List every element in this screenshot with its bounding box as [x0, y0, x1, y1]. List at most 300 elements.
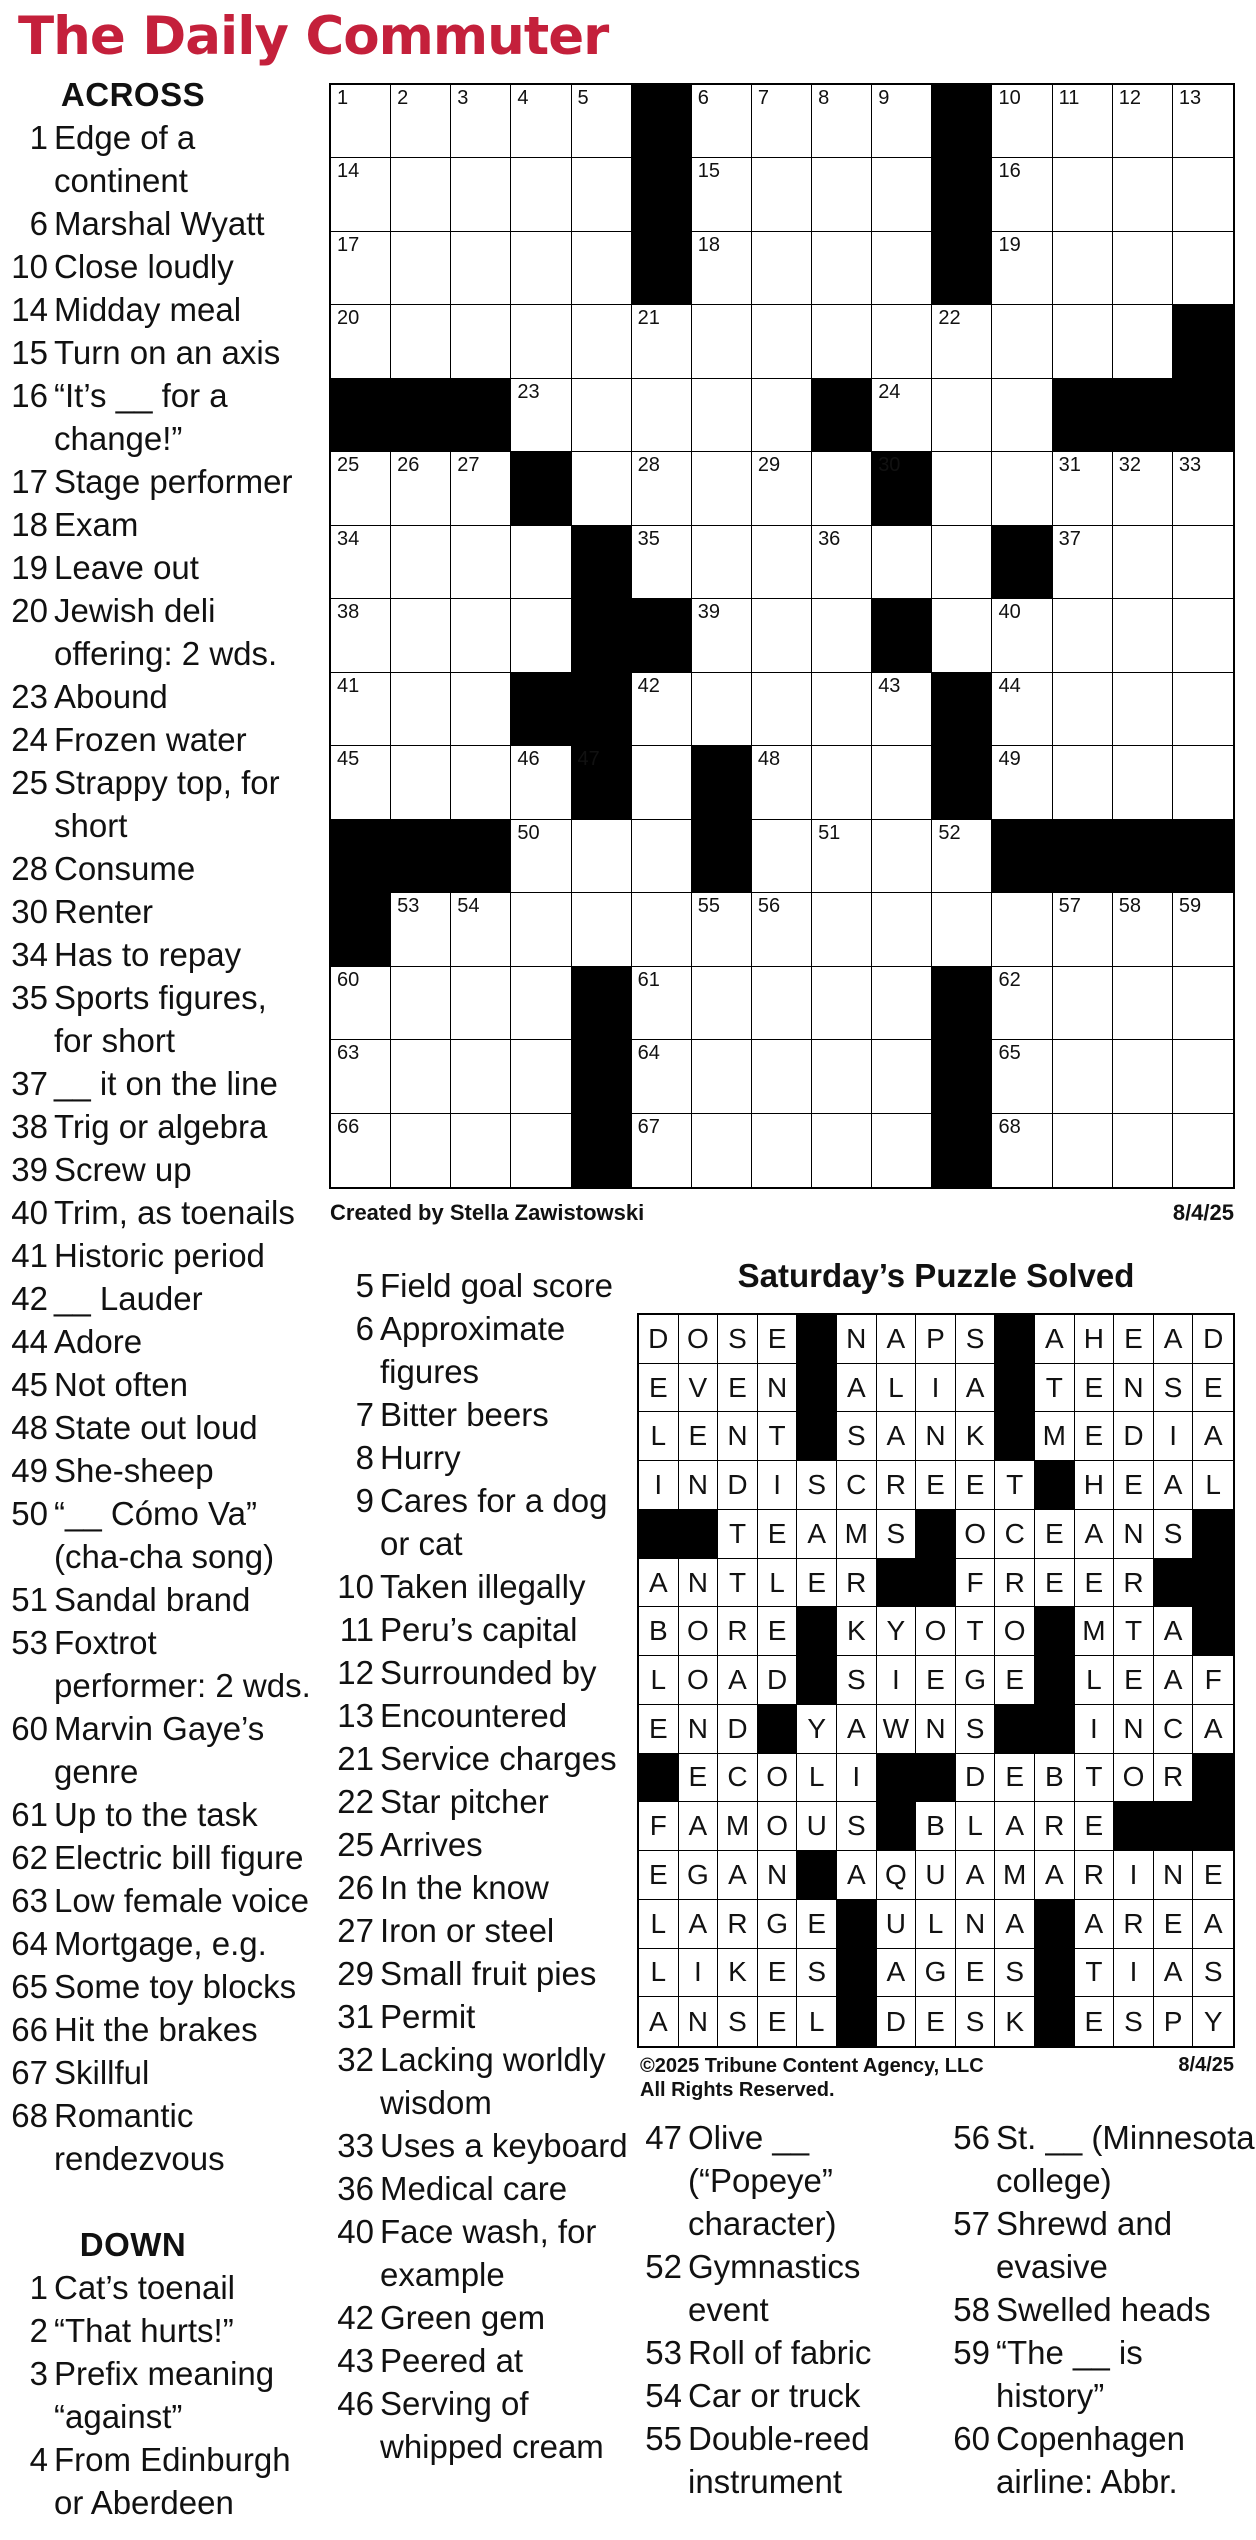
grid-cell[interactable]	[511, 1040, 571, 1113]
cell-number: 26	[397, 454, 420, 477]
grid-cell[interactable]	[1053, 1114, 1113, 1187]
cell-number: 21	[637, 307, 660, 330]
black-square	[692, 746, 752, 819]
clue-number: 28	[11, 850, 48, 887]
grid-cell[interactable]	[872, 379, 932, 452]
cell-number: 41	[337, 674, 360, 697]
grid-cell[interactable]	[1053, 1040, 1113, 1113]
grid-cell[interactable]	[1113, 158, 1173, 231]
grid-cell[interactable]	[812, 158, 872, 231]
grid-cell[interactable]	[1173, 158, 1233, 231]
grid-cell[interactable]	[451, 85, 511, 158]
cell-number: 14	[337, 160, 360, 183]
grid-cell[interactable]	[992, 379, 1052, 452]
grid-cell[interactable]	[632, 452, 692, 525]
solution-letter: C	[995, 1510, 1035, 1559]
grid-cell[interactable]	[872, 232, 932, 305]
grid-cell[interactable]	[632, 967, 692, 1040]
solution-letter: A	[995, 1802, 1035, 1851]
grid-cell[interactable]	[511, 1114, 571, 1187]
grid-cell[interactable]	[872, 158, 932, 231]
grid-cell[interactable]	[632, 379, 692, 452]
grid-cell[interactable]	[752, 305, 812, 378]
grid-cell[interactable]	[692, 599, 752, 672]
cell-number: 9	[878, 87, 890, 109]
cell-number: 18	[697, 233, 721, 256]
black-square	[632, 599, 692, 672]
clue-number: 29	[337, 1955, 374, 1992]
clue-number: 19	[11, 549, 48, 586]
grid-cell[interactable]	[331, 1040, 391, 1113]
solution-letter: D	[956, 1754, 996, 1803]
clue-text: “The __ is history”	[996, 2334, 1143, 2414]
grid-cell[interactable]	[872, 85, 932, 158]
grid-cell[interactable]	[752, 232, 812, 305]
grid-cell[interactable]	[932, 526, 992, 599]
clue-down_col2-10	[334, 1565, 634, 1608]
grid-cell[interactable]	[511, 85, 571, 158]
clue-across-10	[8, 245, 308, 288]
solution-letter: T	[956, 1607, 996, 1656]
clue-text: Screw up	[54, 1151, 192, 1188]
solution-letter: S	[718, 1315, 758, 1364]
grid-cell[interactable]	[1113, 452, 1173, 525]
grid-cell[interactable]	[572, 305, 632, 378]
clue-across-51	[8, 1578, 308, 1621]
grid-cell[interactable]	[331, 305, 391, 378]
solution-letter: S	[956, 1705, 996, 1754]
grid-cell[interactable]	[632, 893, 692, 966]
clue-number: 5	[355, 1267, 374, 1304]
grid-cell[interactable]	[391, 746, 451, 819]
grid-cell[interactable]	[451, 746, 511, 819]
grid-cell[interactable]	[1113, 746, 1173, 819]
clue-text: Leave out	[54, 549, 199, 586]
grid-cell[interactable]	[511, 526, 571, 599]
grid-cell[interactable]	[872, 673, 932, 746]
grid-cell[interactable]	[1113, 305, 1173, 378]
grid-cell[interactable]	[331, 967, 391, 1040]
grid-cell[interactable]	[992, 967, 1052, 1040]
grid-cell[interactable]	[1173, 232, 1233, 305]
solution-letter: L	[639, 1949, 679, 1998]
grid-cell[interactable]	[872, 305, 932, 378]
grid-cell[interactable]	[692, 526, 752, 599]
grid-cell[interactable]	[992, 746, 1052, 819]
grid-cell[interactable]	[872, 1114, 932, 1187]
solution-letter: E	[1035, 1510, 1075, 1559]
grid-cell[interactable]	[391, 85, 451, 158]
grid-cell[interactable]	[692, 85, 752, 158]
grid-cell[interactable]	[872, 746, 932, 819]
grid-cell[interactable]	[572, 820, 632, 893]
grid-cell[interactable]	[812, 746, 872, 819]
cell-number: 42	[637, 674, 660, 697]
clue-down_col1-4	[8, 2438, 308, 2524]
grid-cell[interactable]	[752, 599, 812, 672]
solution-letter: I	[1114, 1949, 1154, 1998]
crossword-grid[interactable]	[329, 83, 1235, 1189]
solution-letter: S	[877, 1510, 917, 1559]
grid-cell[interactable]	[1113, 893, 1173, 966]
grid-cell[interactable]	[752, 379, 812, 452]
solution-letter: Q	[877, 1851, 917, 1900]
clue-across-35	[8, 976, 308, 1062]
black-square	[1113, 820, 1173, 893]
grid-cell[interactable]	[451, 967, 511, 1040]
solution-letter: S	[1114, 1997, 1154, 2046]
solution-letter: N	[718, 1412, 758, 1461]
grid-cell[interactable]	[331, 1114, 391, 1187]
solution-letter: S	[837, 1802, 877, 1851]
grid-cell[interactable]	[331, 673, 391, 746]
clue-text: Permit	[380, 1998, 476, 2035]
grid-cell[interactable]	[1173, 452, 1233, 525]
grid-cell[interactable]	[572, 232, 632, 305]
clue-number: 32	[337, 2041, 374, 2078]
cell-number: 48	[757, 748, 781, 771]
solution-letter: S	[797, 1949, 837, 1998]
grid-cell[interactable]	[1053, 452, 1113, 525]
grid-cell[interactable]	[451, 232, 511, 305]
grid-cell[interactable]	[1113, 526, 1173, 599]
clue-down_col1-3	[8, 2352, 308, 2438]
clue-across-6	[8, 202, 308, 245]
grid-cell[interactable]	[632, 820, 692, 893]
black-square	[572, 1040, 632, 1113]
solution-letter: E	[916, 1997, 956, 2046]
grid-cell[interactable]	[1173, 1040, 1233, 1113]
cell-number: 16	[998, 160, 1021, 183]
grid-cell[interactable]	[812, 599, 872, 672]
clue-across-16	[8, 374, 308, 460]
grid-cell[interactable]	[331, 526, 391, 599]
grid-cell[interactable]	[752, 967, 812, 1040]
grid-cell[interactable]	[632, 1114, 692, 1187]
solution-letter: O	[956, 1510, 996, 1559]
grid-cell[interactable]	[1113, 232, 1173, 305]
grid-cell[interactable]	[1173, 526, 1233, 599]
solution-letter: E	[758, 1607, 798, 1656]
clue-number: 10	[11, 248, 48, 285]
grid-cell[interactable]	[872, 820, 932, 893]
grid-cell[interactable]	[812, 452, 872, 525]
solution-letter: E	[995, 1656, 1035, 1705]
grid-cell[interactable]	[1113, 599, 1173, 672]
grid-cell[interactable]	[992, 158, 1052, 231]
clue-text: Approximate figures	[380, 1310, 566, 1390]
grid-cell[interactable]	[812, 85, 872, 158]
grid-cell[interactable]	[752, 1040, 812, 1113]
grid-cell[interactable]	[391, 305, 451, 378]
grid-cell[interactable]	[692, 673, 752, 746]
grid-cell[interactable]	[692, 1114, 752, 1187]
solution-black-square	[679, 1510, 719, 1559]
clue-text: Encountered	[380, 1697, 568, 1734]
clue-number: 30	[11, 893, 48, 930]
black-square	[992, 820, 1052, 893]
solution-letter: E	[639, 1851, 679, 1900]
grid-cell[interactable]	[932, 379, 992, 452]
grid-cell[interactable]	[812, 1040, 872, 1113]
grid-cell[interactable]	[752, 85, 812, 158]
grid-cell[interactable]	[391, 967, 451, 1040]
grid-cell[interactable]	[451, 452, 511, 525]
grid-cell[interactable]	[1173, 893, 1233, 966]
clue-text: Sandal brand	[54, 1581, 251, 1618]
grid-cell[interactable]	[1053, 599, 1113, 672]
grid-cell[interactable]	[752, 526, 812, 599]
clue-number: 31	[337, 1998, 374, 2035]
grid-cell[interactable]	[451, 893, 511, 966]
black-square	[632, 158, 692, 231]
clue-text: Prefix meaning “against”	[54, 2355, 275, 2435]
grid-cell[interactable]	[692, 158, 752, 231]
grid-cell[interactable]	[1053, 893, 1113, 966]
solution-letter: E	[758, 1997, 798, 2046]
grid-cell[interactable]	[632, 526, 692, 599]
solution-letter: A	[837, 1705, 877, 1754]
clue-down_col2-12	[334, 1651, 634, 1694]
grid-cell[interactable]	[992, 305, 1052, 378]
grid-cell[interactable]	[1173, 1114, 1233, 1187]
grid-cell[interactable]	[632, 1040, 692, 1113]
grid-cell[interactable]	[391, 232, 451, 305]
grid-cell[interactable]	[511, 967, 571, 1040]
clue-text: Abound	[54, 678, 168, 715]
grid-cell[interactable]	[692, 232, 752, 305]
grid-cell[interactable]	[1053, 305, 1113, 378]
clue-text: Skillful	[54, 2054, 150, 2091]
clue-text: Marvin Gaye’s genre	[54, 1710, 265, 1790]
grid-cell[interactable]	[1113, 673, 1173, 746]
grid-cell[interactable]	[511, 232, 571, 305]
grid-cell[interactable]	[932, 820, 992, 893]
grid-cell[interactable]	[511, 599, 571, 672]
grid-cell[interactable]	[992, 232, 1052, 305]
grid-cell[interactable]	[1113, 85, 1173, 158]
solution-letter: E	[1114, 1461, 1154, 1510]
solution-black-square	[1035, 1900, 1075, 1949]
clue-across-63	[8, 1879, 308, 1922]
grid-cell[interactable]	[572, 85, 632, 158]
grid-cell[interactable]	[692, 305, 752, 378]
grid-cell[interactable]	[1053, 673, 1113, 746]
grid-cell[interactable]	[1053, 85, 1113, 158]
grid-cell[interactable]	[752, 746, 812, 819]
grid-cell[interactable]	[812, 1114, 872, 1187]
cell-number: 37	[1058, 527, 1081, 550]
grid-cell[interactable]	[872, 967, 932, 1040]
solution-black-square	[837, 1997, 877, 2046]
solution-letter: A	[877, 1315, 917, 1364]
grid-cell[interactable]	[572, 452, 632, 525]
solution-letter: C	[1154, 1705, 1194, 1754]
grid-cell[interactable]	[632, 305, 692, 378]
clue-text: Jewish deli offering: 2 wds.	[54, 592, 278, 672]
grid-cell[interactable]	[1053, 967, 1113, 1040]
grid-cell[interactable]	[572, 893, 632, 966]
solution-letter: A	[837, 1364, 877, 1413]
solution-black-square	[916, 1510, 956, 1559]
grid-cell[interactable]	[752, 158, 812, 231]
grid-cell[interactable]	[511, 893, 571, 966]
grid-cell[interactable]	[992, 85, 1052, 158]
grid-cell[interactable]	[692, 1040, 752, 1113]
solution-letter: N	[758, 1364, 798, 1413]
grid-cell[interactable]	[391, 893, 451, 966]
solution-letter: A	[718, 1656, 758, 1705]
black-square	[932, 158, 992, 231]
clue-across-61	[8, 1793, 308, 1836]
grid-cell[interactable]	[632, 673, 692, 746]
grid-cell[interactable]	[992, 452, 1052, 525]
grid-cell[interactable]	[872, 893, 932, 966]
solution-letter: R	[837, 1559, 877, 1608]
grid-cell[interactable]	[451, 305, 511, 378]
clue-number: 67	[11, 2054, 48, 2091]
grid-cell[interactable]	[1173, 85, 1233, 158]
solution-black-square	[639, 1754, 679, 1803]
grid-cell[interactable]	[572, 158, 632, 231]
grid-cell[interactable]	[451, 1040, 511, 1113]
grid-cell[interactable]	[511, 379, 571, 452]
grid-cell[interactable]	[391, 599, 451, 672]
grid-cell[interactable]	[451, 526, 511, 599]
clue-across-28	[8, 847, 308, 890]
clue-text: Close loudly	[54, 248, 234, 285]
clue-number: 8	[355, 1439, 374, 1476]
grid-cell[interactable]	[752, 1114, 812, 1187]
grid-cell[interactable]	[1173, 599, 1233, 672]
grid-cell[interactable]	[331, 85, 391, 158]
cell-number: 3	[457, 87, 469, 109]
clue-down_col2-5	[334, 1264, 634, 1307]
grid-cell[interactable]	[692, 967, 752, 1040]
copyright-line-1: ©2025 Tribune Content Agency, LLC	[640, 2055, 984, 2077]
grid-cell[interactable]	[692, 452, 752, 525]
grid-cell[interactable]	[632, 746, 692, 819]
grid-cell[interactable]	[752, 820, 812, 893]
cell-number: 46	[517, 748, 540, 771]
black-square	[932, 1040, 992, 1113]
grid-cell[interactable]	[1173, 967, 1233, 1040]
black-square	[511, 452, 571, 525]
clue-down_col2-8	[334, 1436, 634, 1479]
grid-cell[interactable]	[812, 893, 872, 966]
grid-cell[interactable]	[692, 379, 752, 452]
grid-cell[interactable]	[692, 893, 752, 966]
cell-number: 39	[697, 601, 721, 624]
grid-cell[interactable]	[331, 158, 391, 231]
clue-down_col3-52	[642, 2245, 942, 2331]
grid-cell[interactable]	[992, 893, 1052, 966]
grid-cell[interactable]	[812, 967, 872, 1040]
clue-number: 58	[953, 2291, 990, 2328]
grid-cell[interactable]	[1113, 967, 1173, 1040]
grid-cell[interactable]	[391, 158, 451, 231]
grid-cell[interactable]	[331, 599, 391, 672]
grid-cell[interactable]	[511, 158, 571, 231]
grid-cell[interactable]	[331, 232, 391, 305]
grid-cell[interactable]	[511, 305, 571, 378]
grid-cell[interactable]	[752, 452, 812, 525]
cell-number: 57	[1058, 895, 1081, 918]
grid-cell[interactable]	[511, 746, 571, 819]
clue-down_col2-29	[334, 1952, 634, 1995]
grid-cell[interactable]	[1113, 1040, 1173, 1113]
cell-number: 10	[998, 87, 1021, 109]
grid-cell[interactable]	[331, 452, 391, 525]
cell-number: 31	[1058, 454, 1081, 477]
copyright	[640, 2054, 984, 2102]
across-clues	[8, 73, 311, 2524]
cell-number: 53	[397, 895, 420, 918]
grid-cell[interactable]	[1053, 158, 1113, 231]
grid-cell[interactable]	[331, 746, 391, 819]
grid-cell[interactable]	[992, 599, 1052, 672]
grid-cell[interactable]	[451, 599, 511, 672]
grid-cell[interactable]	[812, 820, 872, 893]
cell-number: 5	[577, 87, 589, 109]
grid-cell[interactable]	[932, 452, 992, 525]
solution-letter: N	[916, 1412, 956, 1461]
grid-cell[interactable]	[872, 526, 932, 599]
grid-cell[interactable]	[1113, 1114, 1173, 1187]
grid-cell[interactable]	[1053, 746, 1113, 819]
clue-number: 25	[11, 764, 48, 801]
cell-number: 20	[337, 307, 360, 330]
grid-cell[interactable]	[752, 893, 812, 966]
cell-number: 32	[1118, 454, 1141, 477]
grid-cell[interactable]	[391, 452, 451, 525]
grid-cell[interactable]	[572, 379, 632, 452]
grid-cell[interactable]	[451, 158, 511, 231]
grid-cell[interactable]	[812, 305, 872, 378]
solution-letter: E	[639, 1705, 679, 1754]
grid-cell[interactable]	[1173, 673, 1233, 746]
grid-cell[interactable]	[932, 305, 992, 378]
grid-cell[interactable]	[932, 599, 992, 672]
clue-text: Consume	[54, 850, 196, 887]
clue-across-23	[8, 675, 308, 718]
grid-cell[interactable]	[391, 673, 451, 746]
grid-cell[interactable]	[812, 232, 872, 305]
grid-cell[interactable]	[451, 1114, 511, 1187]
grid-cell[interactable]	[1053, 526, 1113, 599]
solution-letter: D	[718, 1461, 758, 1510]
clue-down_col2-27	[334, 1909, 634, 1952]
black-square	[932, 673, 992, 746]
solution-letter: T	[1075, 1754, 1115, 1803]
grid-cell[interactable]	[932, 893, 992, 966]
grid-cell[interactable]	[812, 673, 872, 746]
grid-cell[interactable]	[391, 1114, 451, 1187]
grid-cell[interactable]	[752, 673, 812, 746]
grid-cell[interactable]	[872, 1040, 932, 1113]
grid-cell[interactable]	[992, 1114, 1052, 1187]
grid-cell[interactable]	[1053, 232, 1113, 305]
solution-letter: K	[718, 1949, 758, 1998]
grid-cell[interactable]	[812, 526, 872, 599]
grid-cell[interactable]	[992, 673, 1052, 746]
grid-cell[interactable]	[992, 1040, 1052, 1113]
grid-cell[interactable]	[511, 820, 571, 893]
grid-cell[interactable]	[1173, 746, 1233, 819]
grid-cell[interactable]	[451, 673, 511, 746]
grid-cell[interactable]	[391, 526, 451, 599]
grid-cell[interactable]	[391, 1040, 451, 1113]
